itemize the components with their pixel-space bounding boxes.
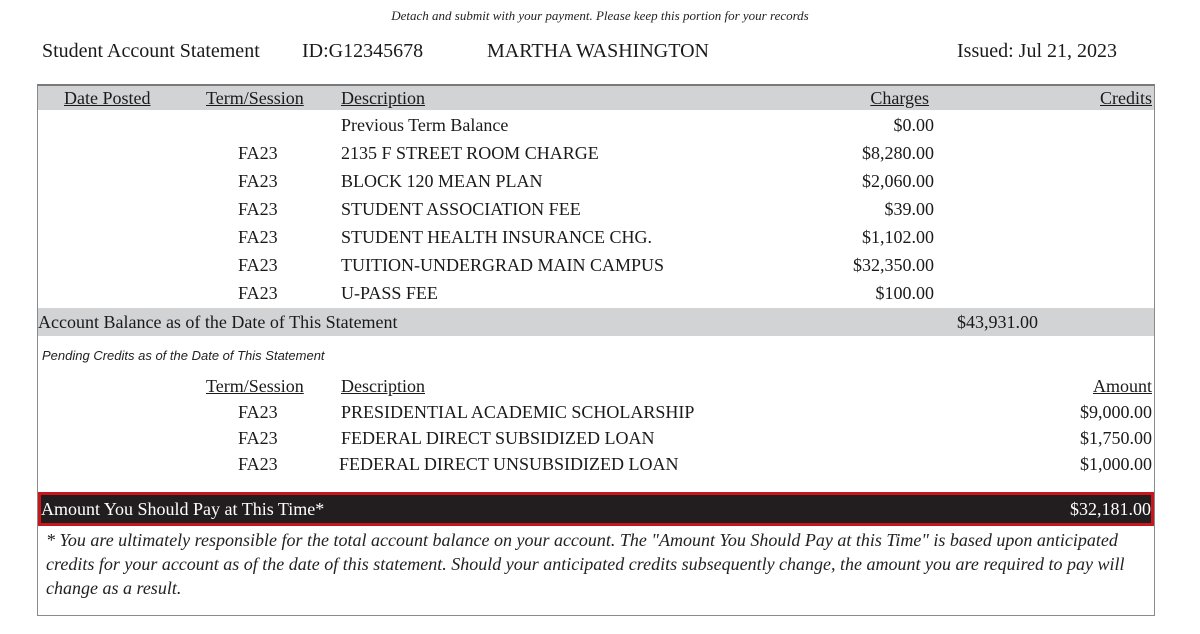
- pending-col-description: Description: [341, 376, 425, 396]
- amount-due-bar: [38, 492, 1154, 526]
- amount-due-label: Amount You Should Pay at This Time*: [41, 499, 325, 519]
- pending-col-amount: Amount: [1092, 376, 1152, 396]
- pending-col-term: Term/Session: [206, 376, 304, 396]
- detach-notice: Detach and submit with your payment. Please keep this portion for your records: [391, 8, 809, 23]
- account-balance-label: Account Balance as of the Date of This Statement: [38, 312, 398, 332]
- pending-header-row: [38, 373, 1154, 399]
- charge-row: FA23 2135 F STREET ROOM CHARGE $8,280.00: [238, 143, 934, 163]
- charge-row: Previous Term Balance $0.00: [341, 115, 934, 135]
- col-date-posted: Date Posted: [64, 88, 151, 108]
- col-term: Term/Session: [206, 88, 304, 108]
- col-credits: Credits: [1100, 88, 1152, 108]
- account-balance-row: [38, 308, 1154, 336]
- statement-title: Student Account Statement: [42, 40, 260, 62]
- issued-date: Issued: Jul 21, 2023: [957, 40, 1117, 62]
- pending-credits-title: Pending Credits as of the Date of This Statement: [42, 348, 325, 363]
- charges-header-row: [38, 86, 1154, 110]
- col-charges: Charges: [870, 88, 929, 108]
- charge-row: FA23 BLOCK 120 MEAN PLAN $2,060.00: [238, 171, 934, 191]
- footnote: * You are ultimately responsible for the total account balance on your account. The "Amount You Should Pay at this Time" is based upon anticipated credits for your account as of the date of this statement. Should your anticipated credits subsequently change, the amount you are required to pay will change as a result.: [46, 530, 1125, 598]
- account-balance-value: $43,931.00: [957, 312, 1038, 332]
- pending-row: FA23 FEDERAL DIRECT UNSUBSIDIZED LOAN $1,000.00: [238, 454, 1152, 474]
- col-description: Description: [341, 88, 425, 108]
- statement-table: [37, 84, 1155, 616]
- charge-row: FA23 STUDENT HEALTH INSURANCE CHG. $1,102.00: [238, 227, 934, 247]
- charge-row: FA23 U-PASS FEE $100.00: [238, 283, 934, 303]
- pending-row: FA23 PRESIDENTIAL ACADEMIC SCHOLARSHIP $9,000.00: [238, 402, 1152, 422]
- charge-row: FA23 STUDENT ASSOCIATION FEE $39.00: [238, 199, 934, 219]
- charge-row: FA23 TUITION-UNDERGRAD MAIN CAMPUS $32,350.00: [238, 255, 934, 275]
- pending-row: FA23 FEDERAL DIRECT SUBSIDIZED LOAN $1,750.00: [238, 428, 1152, 448]
- student-name: MARTHA WASHINGTON: [487, 40, 709, 62]
- amount-due-value: $32,181.00: [1070, 499, 1151, 519]
- student-id: ID:G12345678: [302, 40, 424, 62]
